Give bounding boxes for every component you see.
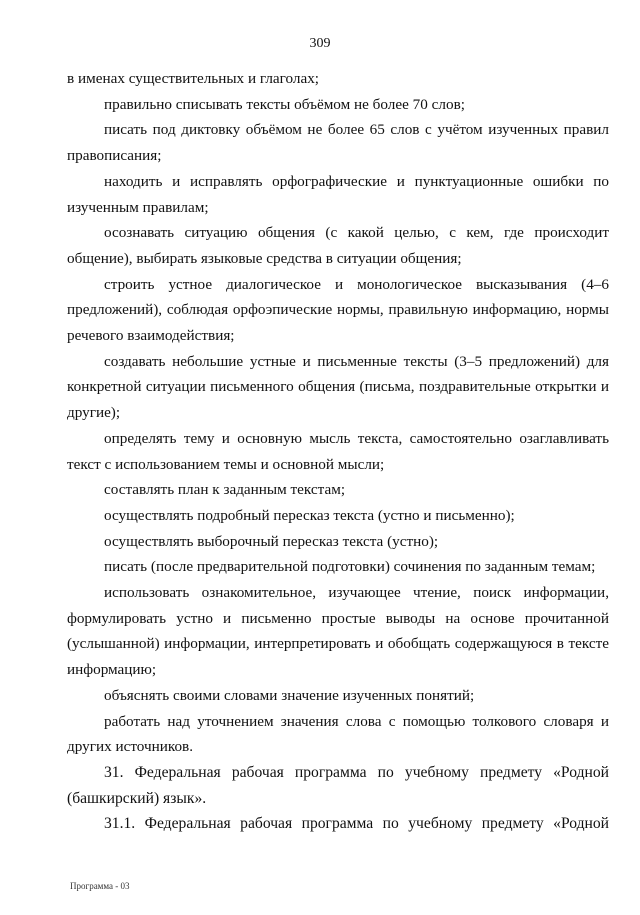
- section-heading: 31.1. Федеральная рабочая программа по учебному предмету «Родной: [104, 815, 609, 833]
- paragraph: осуществлять выборочный пересказ текста (устно);: [104, 532, 439, 550]
- paragraph: создавать небольшие устные и письменные тексты (3–5 предложений) для конкретной ситуации письменного общения (письма, поздравительные открытки и другие);: [67, 352, 609, 422]
- paragraph: находить и исправлять орфографические и пунктуационные ошибки по изученным правилам;: [67, 172, 609, 216]
- paragraph: строить устное диалогическое и монологическое высказывания (4–6 предложений), соблюдая орфоэпические нормы, правильную информацию, нормы речевого взаимодействия;: [67, 275, 609, 345]
- footer-label: Программа - 03: [70, 881, 130, 891]
- paragraph: в именах существительных и глаголах;: [67, 70, 320, 87]
- paragraph: писать под диктовку объёмом не более 65 слов с учётом изученных правил правописания;: [67, 121, 609, 165]
- paragraph: осознавать ситуацию общения (с какой целью, с кем, где происходит общение), выбирать языковые средства в ситуации общения;: [67, 224, 609, 267]
- section-heading: 31. Федеральная рабочая программа по учебному предмету «Родной (башкирский) язык».: [67, 763, 609, 807]
- paragraph: работать над уточнением значения слова с помощью толкового словаря и других источников.: [67, 712, 609, 756]
- body-text: [67, 66, 609, 837]
- paragraph: определять тему и основную мысль текста, самостоятельно озаглавливать текст с использованием темы и основной мысли;: [67, 429, 609, 473]
- paragraph: писать (после предварительной подготовки) сочинения по заданным темам;: [104, 558, 596, 576]
- paragraph: объяснять своими словами значение изученных понятий;: [104, 686, 475, 704]
- page-number: 309: [309, 36, 331, 51]
- paragraph: осуществлять подробный пересказ текста (устно и письменно);: [104, 506, 515, 524]
- paragraph: составлять план к заданным текстам;: [104, 481, 346, 499]
- paragraph: правильно списывать тексты объёмом не более 70 слов;: [104, 95, 465, 113]
- paragraph: использовать ознакомительное, изучающее чтение, поиск информации, формулировать устно и письменно простые выводы на основе прочитанной (услышанной) информации, интерпретировать и обобщать содержащуюся в тексте информацию;: [67, 584, 609, 679]
